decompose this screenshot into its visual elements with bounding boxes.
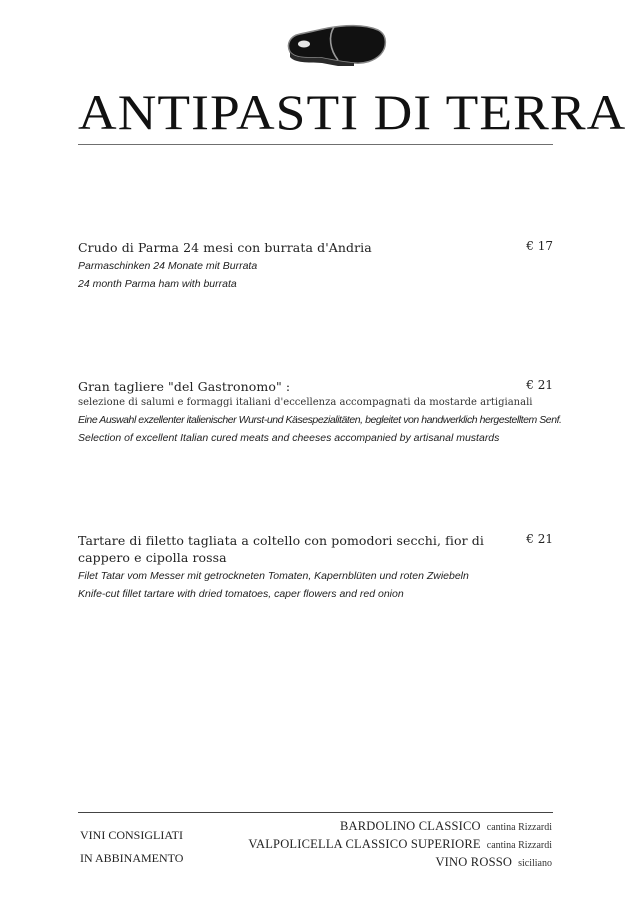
- item-description-de: Parmaschinken 24 Monate mit Burrata: [78, 260, 258, 272]
- wine-pairing-label: [80, 824, 183, 870]
- item-description-en: Selection of excellent Italian cured meats and cheeses accompanied by artisanal mustards: [78, 432, 500, 444]
- wine-name: VALPOLICELLA CLASSICO SUPERIORE: [248, 837, 481, 851]
- page-title: ANTIPASTI DI TERRA: [78, 84, 627, 140]
- item-description-en: 24 month Parma ham with burrata: [78, 278, 237, 290]
- wine-name: BARDOLINO CLASSICO: [339, 819, 481, 833]
- wine-producer: siciliano: [518, 858, 552, 869]
- wine-list: [248, 818, 552, 872]
- item-description-it: selezione di salumi e formaggi italiani d'eccellenza accompagnati da mostarde artigianali: [78, 397, 533, 408]
- item-name: Gran tagliere "del Gastronomo" :: [78, 379, 291, 394]
- item-price: € 21: [526, 532, 553, 546]
- item-description-en: Knife-cut fillet tartare with dried tomatoes, caper flowers and red onion: [78, 588, 404, 600]
- wine-entry: [248, 836, 552, 854]
- menu-item: [78, 378, 562, 447]
- item-name: Crudo di Parma 24 mesi con burrata d'Andria: [78, 240, 372, 255]
- item-description-de: Eine Auswahl exzellenter italienischer Wurst-und Käsespezialitäten, begleitet von handwerklich hergestelltem Senf.: [78, 414, 562, 426]
- wine-producer: cantina Rizzardi: [486, 822, 552, 833]
- item-price: € 17: [526, 239, 553, 253]
- wine-entry: [248, 854, 552, 872]
- footer-divider: [78, 812, 553, 813]
- item-price: € 21: [526, 378, 553, 392]
- title-divider: [78, 144, 553, 145]
- wine-label-line1: VINI CONSIGLIATI: [80, 828, 183, 842]
- wine-label-line2: IN ABBINAMENTO: [80, 851, 184, 865]
- steak-icon: [284, 22, 388, 66]
- wine-entry: [248, 818, 552, 836]
- menu-item: [78, 239, 553, 293]
- wine-name: VINO ROSSO: [435, 855, 513, 869]
- menu-item: [78, 532, 553, 603]
- item-name: Tartare di filetto tagliata a coltello con pomodori secchi, fior di cappero e cipolla rossa: [78, 533, 484, 565]
- wine-producer: cantina Rizzardi: [486, 840, 552, 851]
- item-description-de: Filet Tatar vom Messer mit getrockneten Tomaten, Kapernblüten und roten Zwiebeln: [78, 570, 469, 582]
